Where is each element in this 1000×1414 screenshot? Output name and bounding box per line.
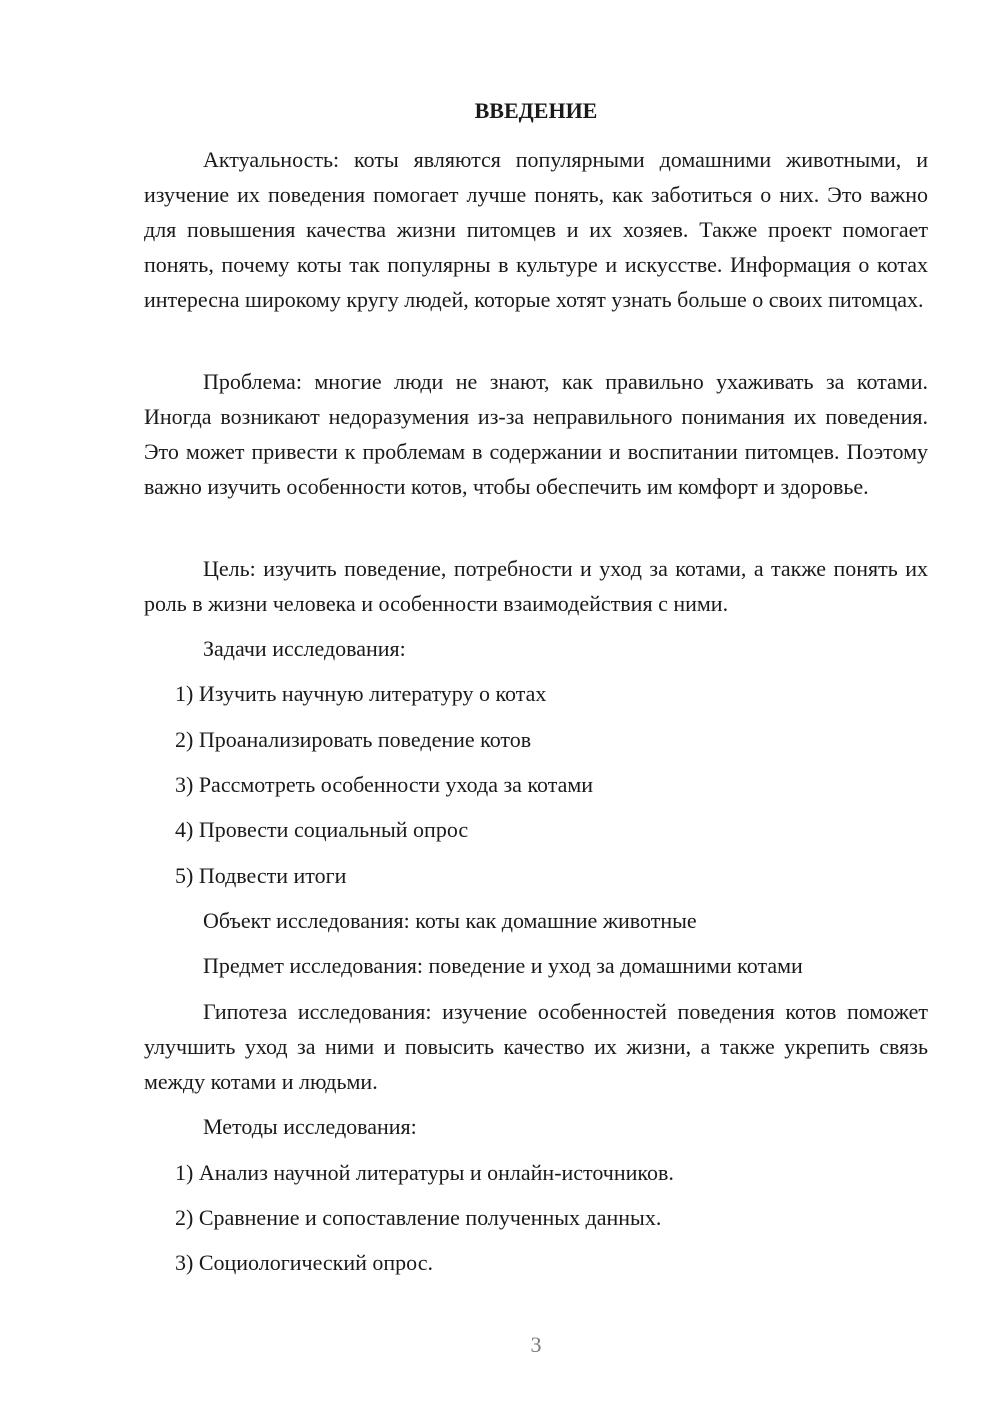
task-item: 1) Изучить научную литературу о котах (175, 681, 547, 706)
research-object: Объект исследования: коты как домашние животные (203, 908, 697, 933)
paragraph-relevance: Актуальность: коты являются популярными домашними животными, и изучение их поведения помогает лучше понять, как заботиться о них. Это важно для повышения качества жизни питомцев и их хозяев. Также проект помогает понять, почему коты так популярны в культуре и искусстве. Информация о котах интересна широкому кругу людей, которые хотят узнать больше о своих питомцах. (144, 147, 928, 312)
task-item: 5) Подвести итоги (175, 863, 347, 888)
paragraph-goal: Цель: изучить поведение, потребности и уход за котами, а также понять их роль в жизни человека и особенности взаимодействия с ними. (144, 556, 928, 616)
tasks-heading: Задачи исследования: (203, 636, 406, 661)
page-number: 3 (530, 1332, 542, 1357)
page-title: ВВЕДЕНИЕ (474, 98, 598, 123)
task-item: 4) Провести социальный опрос (175, 817, 469, 842)
paragraph-hypothesis: Гипотеза исследования: изучение особенностей поведения котов поможет улучшить уход за ними и повысить качество их жизни, а также укрепить связь между котами и людьми. (144, 999, 928, 1094)
method-item: 2) Сравнение и сопоставление полученных данных. (175, 1205, 662, 1230)
paragraph-problem: Проблема: многие люди не знают, как правильно ухаживать за котами. Иногда возникают недоразумения из-за неправильного понимания их поведения. Это может привести к проблемам в содержании и воспитании питомцев. Поэтому важно изучить особенности котов, чтобы обеспечить им комфорт и здоровье. (144, 369, 928, 499)
task-item: 3) Рассмотреть особенности ухода за котами (175, 772, 594, 797)
method-item: 1) Анализ научной литературы и онлайн-источников. (175, 1160, 674, 1185)
research-subject: Предмет исследования: поведение и уход за домашними котами (203, 953, 803, 978)
method-item: 3) Социологический опрос. (175, 1250, 433, 1275)
methods-heading: Методы исследования: (203, 1114, 417, 1139)
task-item: 2) Проанализировать поведение котов (175, 727, 532, 752)
